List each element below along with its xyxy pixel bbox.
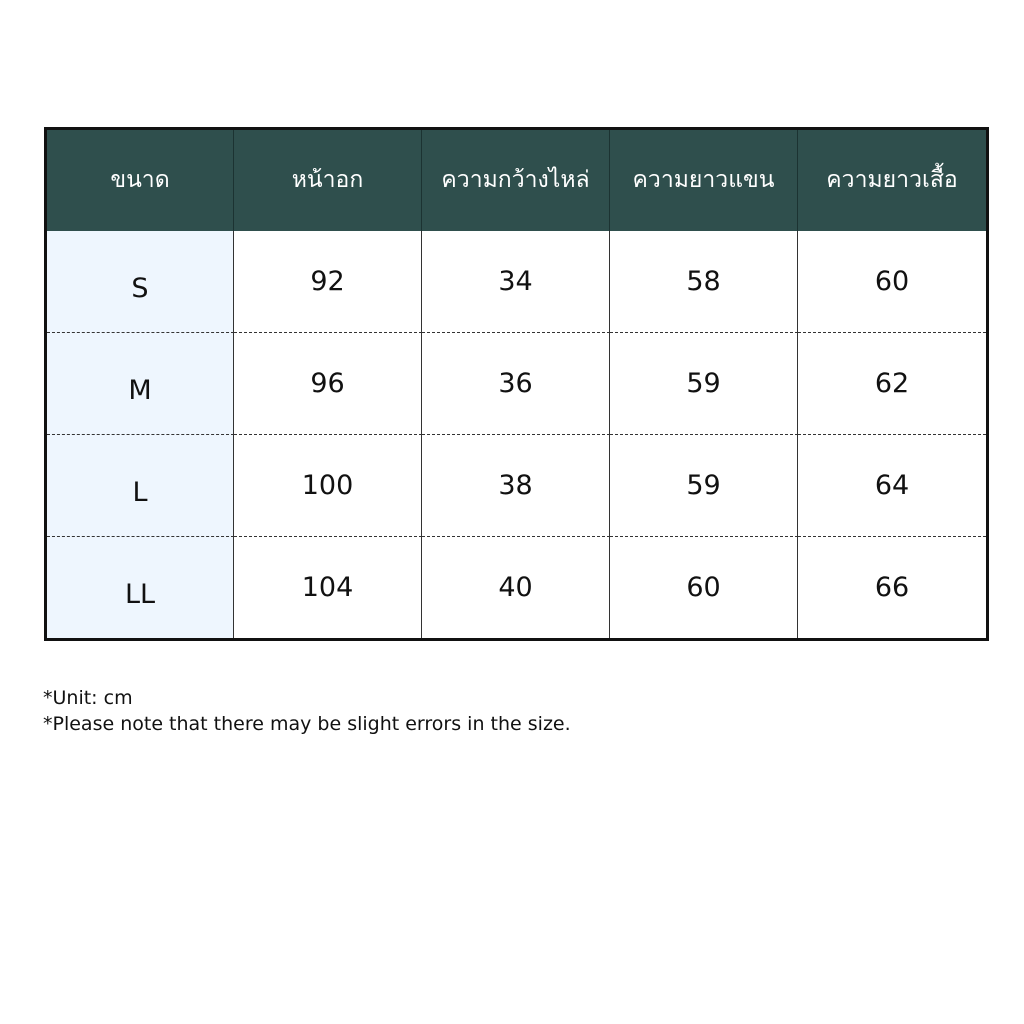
- table-cell-length: 60: [798, 231, 986, 333]
- header-sleeve-length: ความยาวแขน: [610, 130, 798, 231]
- table-row-size: [47, 333, 234, 435]
- table-cell-sleeve: 59: [610, 435, 798, 537]
- size-notes: [43, 685, 571, 737]
- table-cell-sleeve: 60: [610, 537, 798, 638]
- size-label: S: [131, 273, 149, 304]
- header-shoulder-width: ความกว้างไหล่: [422, 130, 610, 231]
- size-label: LL: [124, 579, 156, 610]
- header-chest: หน้าอก: [234, 130, 422, 231]
- table-cell-chest: 100: [234, 435, 422, 537]
- table-cell-length: 64: [798, 435, 986, 537]
- table-row-size: [47, 537, 234, 638]
- table-cell-length: 62: [798, 333, 986, 435]
- table-cell-chest: 92: [234, 231, 422, 333]
- table-cell-shoulder: 40: [422, 537, 610, 638]
- size-label: M: [128, 375, 152, 406]
- table-cell-chest: 104: [234, 537, 422, 638]
- table-cell-shoulder: 34: [422, 231, 610, 333]
- header-body-length: ความยาวเสื้อ: [798, 130, 986, 231]
- table-cell-chest: 96: [234, 333, 422, 435]
- table-cell-sleeve: 58: [610, 231, 798, 333]
- table-row-size: [47, 231, 234, 333]
- size-label: L: [132, 477, 148, 508]
- disclaimer-note: *Please note that there may be slight errors in the size.: [43, 713, 571, 735]
- size-chart-table: [44, 127, 989, 641]
- table-cell-shoulder: 38: [422, 435, 610, 537]
- table-cell-shoulder: 36: [422, 333, 610, 435]
- table-cell-sleeve: 59: [610, 333, 798, 435]
- header-size: ขนาด: [47, 130, 234, 231]
- table-row-size: [47, 435, 234, 537]
- unit-note: *Unit: cm: [43, 687, 133, 709]
- table-cell-length: 66: [874, 572, 910, 603]
